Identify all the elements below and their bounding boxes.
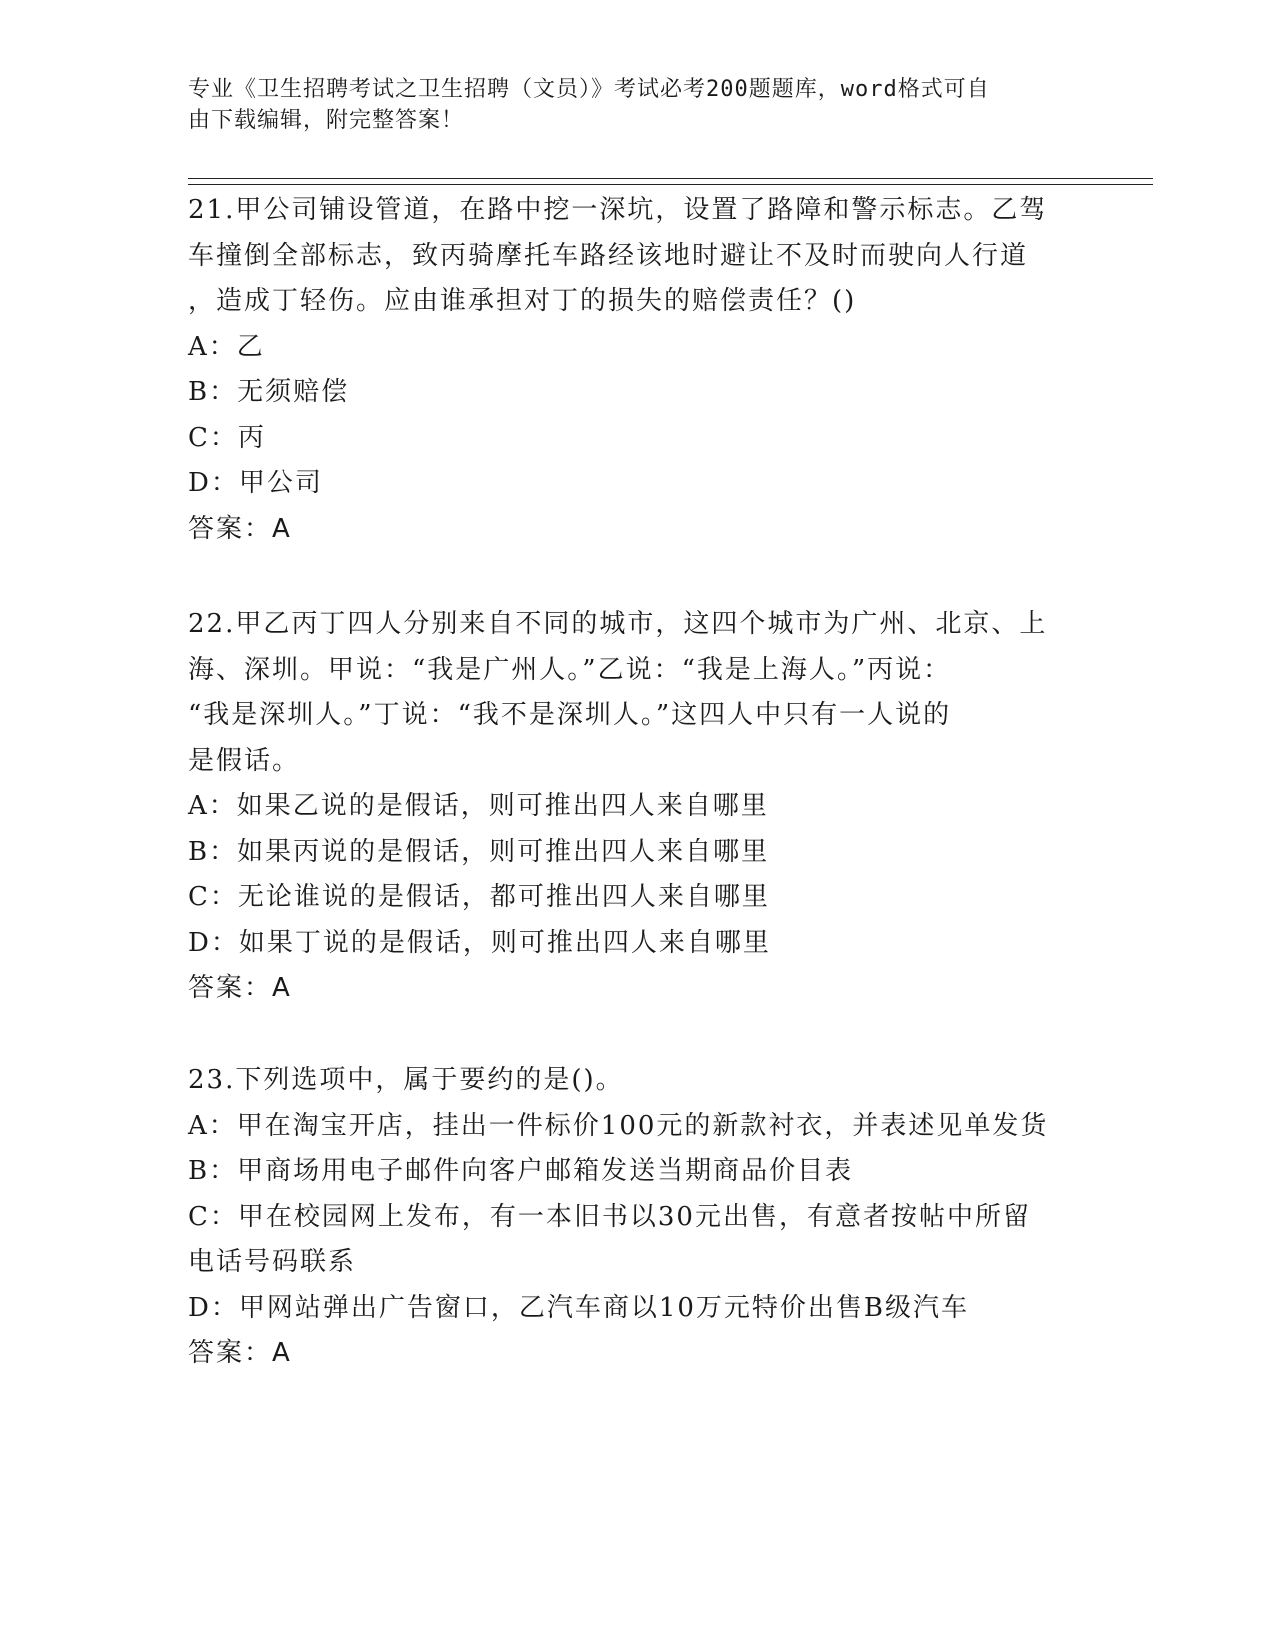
header-divider-bottom — [188, 184, 1153, 185]
question-stem-line: 23.下列选项中，属于要约的是()。 — [188, 1065, 624, 1095]
option-b: B：甲商场用电子邮件向客户邮箱发送当期商品价目表 — [188, 1156, 854, 1186]
option-d: D：甲公司 — [188, 468, 323, 498]
question-stem-line: “我是深圳人。”丁说：“我不是深圳人。”这四人中只有一人说的 — [188, 700, 952, 730]
answer: 答案：A — [188, 973, 292, 1003]
option-b: B：无须赔偿 — [188, 377, 350, 407]
option-d: D：如果丁说的是假话，则可推出四人来自哪里 — [188, 927, 771, 958]
document-header: 专业《卫生招聘考试之卫生招聘（文员）》考试必考200题题库，word格式可自 由下载编辑，附完整答案！ — [188, 77, 990, 133]
option-c: C：丙 — [188, 422, 266, 453]
question-22 — [188, 602, 1088, 1012]
question-23 — [188, 1058, 1088, 1377]
option-a: A：乙 — [188, 331, 265, 362]
question-21 — [188, 188, 1088, 552]
question-stem-line: 22.甲乙丙丁四人分别来自不同的城市，这四个城市为广州、北京、上 — [188, 609, 1048, 639]
option-c: C：无论谁说的是假话，都可推出四人来自哪里 — [188, 882, 770, 912]
question-stem-line: 21.甲公司铺设管道，在路中挖一深坑，设置了路障和警示标志。乙驾 — [188, 195, 1048, 225]
option-a: A：如果乙说的是假话，则可推出四人来自哪里 — [188, 791, 769, 821]
option-d: D：甲网站弹出广告窗口，乙汽车商以10万元特价出售B级汽车 — [188, 1292, 970, 1323]
option-c-continued: 电话号码联系 — [188, 1247, 357, 1277]
answer: 答案：A — [188, 1338, 292, 1368]
question-stem-line: 是假话。 — [188, 745, 301, 776]
question-stem-line: 海、深圳。甲说：“我是广州人。”乙说：“我是上海人。”丙说： — [188, 654, 952, 685]
question-stem-line: ，造成丁轻伤。应由谁承担对丁的损失的赔偿责任？() — [188, 286, 857, 316]
question-stem-line: 车撞倒全部标志，致丙骑摩托车路经该地时避让不及时而驶向人行道 — [188, 240, 1029, 271]
answer: 答案：A — [188, 513, 292, 544]
option-c: C：甲在校园网上发布，有一本旧书以30元出售，有意者按帖中所留 — [188, 1201, 1031, 1232]
option-b: B：如果丙说的是假话，则可推出四人来自哪里 — [188, 836, 770, 867]
header-divider-top — [188, 178, 1153, 179]
option-a: A：甲在淘宝开店，挂出一件标价100元的新款衬衣，并表述见单发货 — [188, 1110, 1049, 1141]
